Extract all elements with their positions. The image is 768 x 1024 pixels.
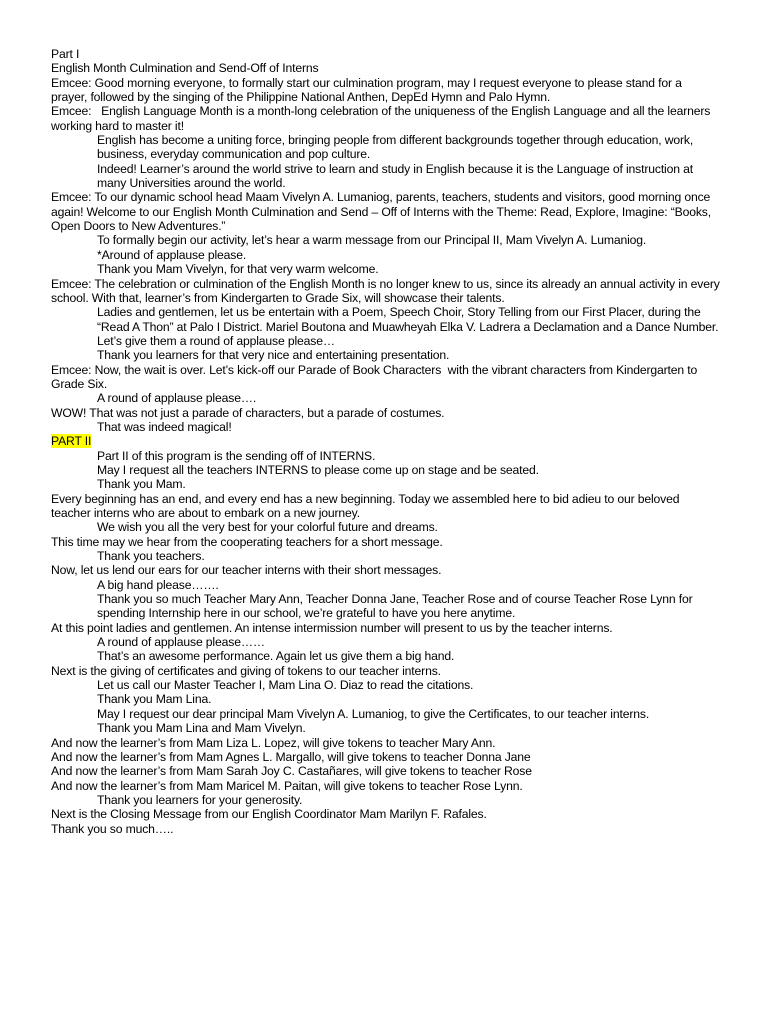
- paragraph-line: [51, 578, 721, 592]
- paragraph-text: Part II of this program is the sending off of INTERNS.: [97, 448, 376, 463]
- paragraph-line: [51, 721, 721, 735]
- paragraph-text: A round of applause please……: [97, 635, 265, 650]
- paragraph-text: Indeed! Learner’s around the world strive to learn and study in English because it is the Language of instruction at many Universities around the world.: [97, 161, 697, 191]
- paragraph-text: At this point ladies and gentlemen. An intense intermission number will present to us by the teacher interns.: [51, 620, 613, 635]
- paragraph-text: Emcee: The celebration or culmination of the English Month is no longer knew to us, since its already an annual activity in every school. With that, learner’s from Kindergarten to Grade Six, will showcase their talents.: [51, 276, 723, 305]
- paragraph-text: WOW! That was not just a parade of characters, but a parade of costumes.: [51, 405, 445, 420]
- paragraph-text: Thank you Mam Lina and Mam Vivelyn.: [97, 721, 306, 736]
- paragraph-text: Part I: [51, 47, 80, 61]
- paragraph-line: [51, 76, 721, 105]
- paragraph-text: To formally begin our activity, let’s hear a warm message from our Principal II, Mam Vivelyn A. Lumaniog.: [97, 233, 647, 248]
- paragraph-line: [51, 262, 721, 276]
- paragraph-line: [51, 635, 721, 649]
- paragraph-line: [51, 779, 721, 793]
- paragraph-text: Let’s give them a round of applause please…: [97, 333, 335, 348]
- paragraph-text: A big hand please…….: [97, 577, 219, 592]
- paragraph-text: Let us call our Master Teacher I, Mam Lina O. Diaz to read the citations.: [97, 678, 474, 693]
- paragraph-line: [51, 449, 721, 463]
- paragraph-line: [51, 248, 721, 262]
- paragraph-text: English Month Culmination and Send-Off of Interns: [51, 61, 319, 76]
- paragraph-line: [51, 764, 721, 778]
- paragraph-text: Thank you so much Teacher Mary Ann, Teacher Donna Jane, Teacher Rose and of course Teacher Rose Lynn for spending Internship here in our school, we’re grateful to have you here anytime.: [97, 592, 696, 621]
- paragraph-text: Thank you learners for your generosity.: [97, 792, 303, 807]
- paragraph-line: [51, 334, 721, 348]
- paragraph-text: PART II: [51, 434, 92, 449]
- paragraph-text: Thank you Mam Lina.: [97, 692, 212, 707]
- paragraph-line: [51, 621, 721, 635]
- paragraph-line: [51, 162, 721, 191]
- paragraph-text: Emcee: Now, the wait is over. Let’s kick-off our Parade of Book Characters with the vibrant characters from Kindergarten to Grade Six.: [51, 362, 701, 391]
- paragraph-line: [51, 190, 721, 233]
- paragraph-text: Thank you so much…..: [51, 821, 174, 836]
- paragraph-line: [51, 678, 721, 692]
- paragraph-line: [51, 363, 721, 392]
- paragraph-text: Thank you Mam.: [97, 477, 186, 492]
- paragraph-text: We wish you all the very best for your colorful future and dreams.: [97, 520, 438, 535]
- paragraph-line: [51, 61, 721, 75]
- paragraph-text: Next is the Closing Message from our English Coordinator Mam Marilyn F. Rafales.: [51, 807, 487, 822]
- paragraph-line: [51, 348, 721, 362]
- paragraph-text: Thank you learners for that very nice and entertaining presentation.: [97, 348, 450, 363]
- paragraph-line: [51, 664, 721, 678]
- paragraph-line: [51, 736, 721, 750]
- paragraph-text: And now the learner’s from Mam Sarah Joy C. Castañares, will give tokens to teacher Rose: [51, 764, 532, 779]
- paragraph-text: May I request our dear principal Mam Vivelyn A. Lumaniog, to give the Certificates, to our teacher interns.: [97, 706, 650, 721]
- section-heading: [51, 434, 721, 448]
- paragraph-line: [51, 563, 721, 577]
- paragraph-line: [51, 649, 721, 663]
- paragraph-line: [51, 793, 721, 807]
- paragraph-line: [51, 535, 721, 549]
- paragraph-line: [51, 707, 721, 721]
- paragraph-line: [51, 477, 721, 491]
- paragraph-line: [51, 592, 721, 621]
- paragraph-line: [51, 822, 721, 836]
- paragraph-text: Every beginning has an end, and every end has a new beginning. Today we assembled here to bid adieu to our beloved teacher interns who are about to embark on a new journey.: [51, 491, 683, 520]
- paragraph-text: Thank you Mam Vivelyn, for that very warm welcome.: [97, 262, 379, 277]
- paragraph-line: [51, 807, 721, 821]
- paragraph-line: [51, 420, 721, 434]
- paragraph-line: [51, 305, 721, 334]
- paragraph-text: And now the learner’s from Mam Liza L. Lopez, will give tokens to teacher Mary Ann.: [51, 735, 496, 750]
- paragraph-text: And now the learner’s from Mam Maricel M. Paitan, will give tokens to teacher Rose Lynn.: [51, 778, 523, 793]
- paragraph-line: [51, 520, 721, 534]
- paragraph-text: May I request all the teachers INTERNS to please come up on stage and be seated.: [97, 462, 539, 477]
- paragraph-text: Now, let us lend our ears for our teacher interns with their short messages.: [51, 563, 442, 578]
- paragraph-line: [51, 391, 721, 405]
- paragraph-text: English has become a uniting force, bringing people from different backgrounds together through education, work, business, everyday communication and pop culture.: [97, 133, 697, 162]
- paragraph-text: Emcee: Good morning everyone, to formally start our culmination program, may I request everyone to please stand for a prayer, followed by the singing of the Philippine National Anthen, DepEd Hymn and Palo Hymn.: [51, 75, 685, 105]
- paragraph-text: That’s an awesome performance. Again let us give them a big hand.: [97, 649, 455, 664]
- paragraph-line: [51, 277, 721, 306]
- paragraph-text: Thank you teachers.: [97, 549, 205, 564]
- paragraph-text: That was indeed magical!: [97, 419, 232, 434]
- paragraph-line: [51, 750, 721, 764]
- paragraph-line: [51, 406, 721, 420]
- document-page: [51, 47, 721, 836]
- paragraph-line: [51, 47, 721, 61]
- paragraph-text: Emcee: To our dynamic school head Maam Vivelyn A. Lumaniog, parents, teachers, students and visitors, good morning once again! Welcome to our English Month Culmination and Send – Off of Interns with the Theme: Read, Explore, Imagine: “Books, Open Doors to New Adventures.”: [51, 190, 715, 234]
- paragraph-text: Ladies and gentlemen, let us be entertain with a Poem, Speech Choir, Story Telling from our First Placer, during the “Read A Thon” at Palo I District. Mariel Boutona and Muawheyah Elka V. Ladrera a Declamation and a Dance Number.: [97, 305, 719, 334]
- paragraph-text: *Around of applause please.: [97, 247, 247, 262]
- paragraph-text: Next is the giving of certificates and giving of tokens to our teacher interns.: [51, 663, 441, 678]
- paragraph-line: [51, 492, 721, 521]
- paragraph-line: [51, 233, 721, 247]
- paragraph-line: [51, 692, 721, 706]
- paragraph-text: This time may we hear from the cooperating teachers for a short message.: [51, 534, 443, 549]
- paragraph-line: [51, 549, 721, 563]
- paragraph-line: [51, 133, 721, 162]
- paragraph-text: A round of applause please….: [97, 391, 257, 406]
- paragraph-line: [51, 104, 721, 133]
- paragraph-text: Emcee: English Language Month is a month-long celebration of the uniqueness of the English Language and all the learners working hard to master it!: [51, 104, 714, 133]
- paragraph-text: And now the learner’s from Mam Agnes L. Margallo, will give tokens to teacher Donna Jane: [51, 749, 531, 764]
- paragraph-line: [51, 463, 721, 477]
